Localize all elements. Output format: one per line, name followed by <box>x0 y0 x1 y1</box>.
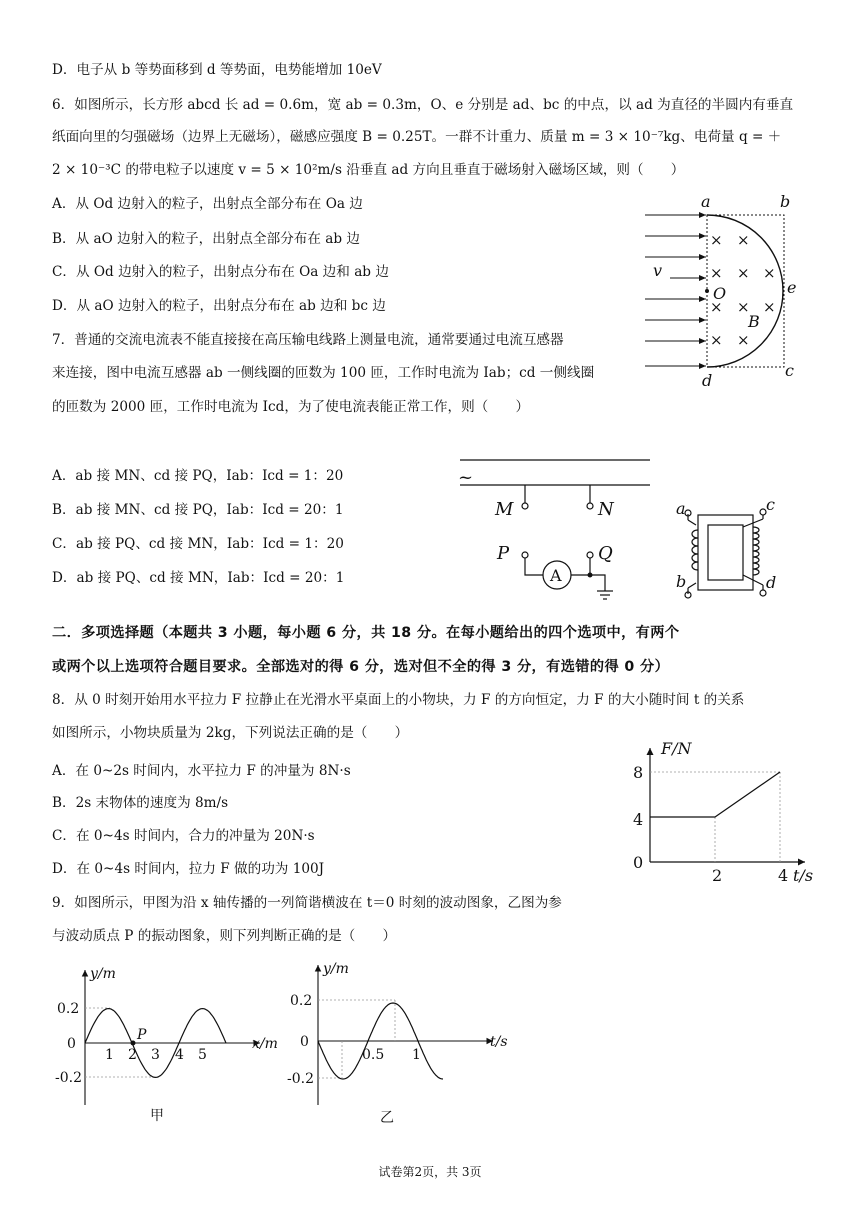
q9-vibration-graph-yi <box>285 955 525 1130</box>
xtick-1: 1 <box>105 1047 114 1063</box>
xlabel: t/s <box>793 866 814 885</box>
label-Q: Q <box>598 543 613 564</box>
coil-cd <box>753 527 759 575</box>
q7-option-c: C．ab 接 PQ、cd 接 MN，Iab：Icd = 1：20 <box>52 536 344 552</box>
q7-option-b: B．ab 接 MN、cd 接 PQ，Iab：Icd = 20：1 <box>52 502 344 518</box>
terminal-N <box>587 503 593 509</box>
ytick-0: 0 <box>67 1036 76 1052</box>
label-M: M <box>495 499 514 520</box>
xtick-2: 2 <box>128 1047 137 1063</box>
ylabel: y/m <box>90 966 116 982</box>
label-d: d <box>766 573 777 592</box>
q6-stem-line2: 纸面向里的匀强磁场（边界上无磁场），磁感应强度 B = 0.25T。一群不计重力、质量 m = 3 × 10⁻⁷kg、电荷量 q = ＋ <box>52 129 782 145</box>
q8-option-b: B．2s 末物体的速度为 8m/s <box>52 795 229 811</box>
label-tilde: ~ <box>458 467 474 488</box>
field-mark: × <box>737 298 750 316</box>
label-P: P <box>497 543 510 564</box>
xtick-2: 2 <box>712 866 723 885</box>
force-curve <box>650 772 780 817</box>
q9-stem-line2: 与波动质点 P 的振动图象，则下列判断正确的是（ ） <box>52 928 397 944</box>
q8-option-d: D．在 0~4s 时间内，拉力 F 做的功为 100J <box>52 861 325 877</box>
ylabel: F/N <box>661 739 692 758</box>
label-b: b <box>780 192 791 211</box>
label-a: a <box>701 192 711 211</box>
xlabel: x/m <box>252 1036 278 1052</box>
q5-option-d: D．电子从 b 等势面移到 d 等势面，电势能增加 10eV <box>52 62 382 78</box>
coil-ab <box>688 520 698 588</box>
label-c: c <box>766 495 775 514</box>
terminal-Q <box>587 552 593 558</box>
ytick-02: 0.2 <box>57 1001 80 1017</box>
caption-yi: 乙 <box>380 1110 394 1126</box>
q6-figure <box>640 190 810 390</box>
q6-option-d: D．从 aO 边射入的粒子，出射点分布在 ab 边和 bc 边 <box>52 298 386 314</box>
center-point-O <box>705 289 709 293</box>
q8-option-c: C．在 0~4s 时间内，合力的冲量为 20N·s <box>52 828 315 844</box>
field-mark: × <box>710 231 723 249</box>
q7-stem-line3: 的匝数为 2000 匝，工作时电流为 Icd，为了使电流表能正常工作，则（ ） <box>52 399 530 415</box>
q6-stem-line1: 6．如图所示，长方形 abcd 长 ad = 0.6m，宽 ab = 0.3m，O、e 分别是 ad、bc 的中点，以 ad 为直径的半圆内有垂直 <box>52 97 794 113</box>
q7-option-d: D．ab 接 PQ、cd 接 MN，Iab：Icd = 20：1 <box>52 570 345 586</box>
ytick-4: 4 <box>633 810 644 829</box>
ytick-neg02: -0.2 <box>55 1070 82 1086</box>
q6-option-b: B．从 aO 边射入的粒子，出射点全部分布在 ab 边 <box>52 231 361 247</box>
label-c: c <box>785 361 794 380</box>
label-v: v <box>653 261 663 280</box>
q6-option-c: C．从 Od 边射入的粒子，出射点分布在 Oa 边和 ab 边 <box>52 264 389 280</box>
page-footer: 试卷第2页，共 3页 <box>378 1165 482 1179</box>
q8-stem-line2: 如图所示，小物块质量为 2kg，下列说法正确的是（ ） <box>52 725 409 741</box>
field-mark: × <box>763 264 776 282</box>
q7-option-a: A．ab 接 MN、cd 接 PQ，Iab：Icd = 1：20 <box>52 468 344 484</box>
label-N: N <box>598 499 614 520</box>
particle-P <box>131 1041 136 1046</box>
wire-ammeter-Q <box>571 558 590 575</box>
incoming-particle-arrows <box>645 215 706 366</box>
xtick-5: 5 <box>198 1047 207 1063</box>
q9-wave-graph-jia <box>55 960 295 1130</box>
ylabel: y/m <box>323 961 349 977</box>
q8-force-time-graph <box>625 738 825 888</box>
transformer-core-inner <box>708 525 743 580</box>
label-O: O <box>713 284 727 303</box>
field-mark: × <box>737 231 750 249</box>
xlabel: t/s <box>490 1034 508 1050</box>
xtick-3: 3 <box>151 1047 160 1063</box>
field-mark: × <box>763 298 776 316</box>
q8-option-a: A．在 0~2s 时间内，水平拉力 F 的冲量为 8N·s <box>52 763 351 779</box>
terminal-M <box>522 503 528 509</box>
label-e: e <box>787 278 797 297</box>
ammeter-label: A <box>550 566 562 585</box>
xtick-05: 0.5 <box>362 1047 385 1063</box>
label-d: d <box>702 371 713 390</box>
field-mark: × <box>710 264 723 282</box>
ytick-02: 0.2 <box>290 993 313 1009</box>
q8-stem-line1: 8．从 0 时刻开始用水平拉力 F 拉静止在光滑水平桌面上的小物块，力 F 的方向恒定，力 F 的大小随时间 t 的关系 <box>52 692 745 708</box>
wire-P-ammeter <box>525 558 543 575</box>
terminal-P <box>522 552 528 558</box>
q6-stem-line3: 2 × 10⁻³C 的带电粒子以速度 v = 5 × 10²m/s 沿垂直 ad 方向且垂直于磁场射入磁场区域，则（ ） <box>52 162 685 178</box>
q9-stem-line1: 9．如图所示，甲图为沿 x 轴传播的一列简谐横波在 t＝0 时刻的波动图象，乙图为参 <box>52 895 562 911</box>
field-mark: × <box>710 331 723 349</box>
q7-figure <box>450 455 790 605</box>
xtick-4: 4 <box>175 1047 184 1063</box>
xtick-1: 1 <box>412 1047 421 1063</box>
label-a: a <box>676 499 686 518</box>
q7-stem-line1: 7．普通的交流电流表不能直接接在高压输电线路上测量电流，通常要通过电流互感器 <box>52 332 564 348</box>
ground-wire <box>590 575 605 591</box>
ytick-0: 0 <box>300 1034 309 1050</box>
label-B: B <box>748 312 760 331</box>
label-b: b <box>676 572 687 591</box>
caption-jia: 甲 <box>150 1108 164 1124</box>
field-mark: × <box>737 264 750 282</box>
label-P: P <box>137 1027 147 1043</box>
q7-stem-line2: 来连接，图中电流互感器 ab 一侧线圈的匝数为 100 匝，工作时电流为 Iab；cd 一侧线圈 <box>52 365 595 381</box>
section2-header-line1: 二．多项选择题（本题共 3 小题，每小题 6 分，共 18 分。在每小题给出的四个选项中，有两个 <box>52 625 680 641</box>
section2-header-line2: 或两个以上选项符合题目要求。全部选对的得 6 分，选对但不全的得 3 分，有选错的得 0 分） <box>52 659 670 675</box>
xtick-4: 4 <box>778 866 789 885</box>
ytick-0: 0 <box>633 853 644 872</box>
q6-option-a: A．从 Od 边射入的粒子，出射点全部分布在 Oa 边 <box>52 196 363 212</box>
field-mark: × <box>737 331 750 349</box>
ytick-8: 8 <box>633 763 644 782</box>
ytick-neg02: -0.2 <box>287 1071 314 1087</box>
field-mark: × <box>710 298 723 316</box>
